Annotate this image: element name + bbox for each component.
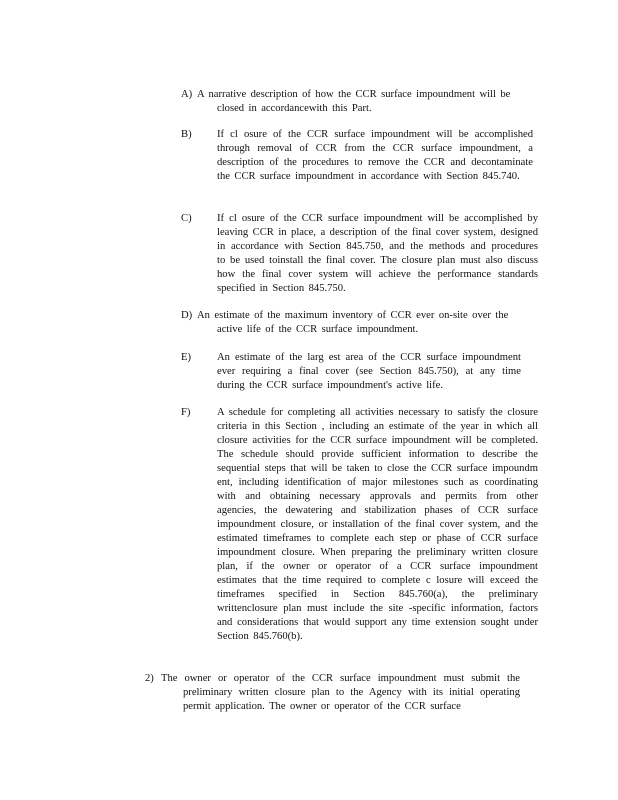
list-item-f [181,406,538,644]
item-text-f: A schedule for completing all activities necessary to satisfy the closure criteria in this Section , including an estimate of the year in which all closure activities for the CCR surface impoundment will be completed. The schedule should provide sufficient information to describe the sequential steps that will be taken to close the CCR surface impoundm ent, including identification of major milestones such as coordinating with and obtaining necessary approvals and permits from other agencies, the dewatering and stabilization phases of CCR surface impoundment closure, or installation of the final cover system, and the estimated timeframes to complete each step or phase of CCR surface impoundment closure. When preparing the preliminary written closure plan, if the owner or operator of a CCR surface impoundment estimates that the time required to complete c losure will exceed the timeframes specified in Section 845.760(a), the preliminary writtenclosure plan must include the site -specific information, factors and considerations that would support any time extension sought under Section 845.760(b). [217,407,538,642]
item-marker-a: A) [181,89,193,100]
item-text-a: A narrative description of how the CCR surface impoundment will be closed in accordancewith this Part. [197,89,511,114]
item-text-c: If cl osure of the CCR surface impoundment will be accomplished by leaving CCR in place, a description of the final cover system, designed in accordance with Section 845.750, and the methods and procedures to be used toinstall the final cover. The closure plan must also discuss how the final cover system will achieve the performance standards specified in Section 845.750. [217,213,538,294]
list-item-c [181,212,538,296]
item-marker-e: E) [181,352,191,363]
item-text-b: If cl osure of the CCR surface impoundment will be accomplished through removal of CCR from the CCR surface impoundment, a description of the procedures to remove the CCR and decontaminate the CCR surface impoundment in accordance with Section 845.740. [217,129,533,182]
item-marker-f: F) [181,407,191,418]
item-text-d: An estimate of the maximum inventory of CCR ever on-site over the active life of the CCR surface impoundment. [197,310,509,335]
item-marker-c: C) [181,213,192,224]
item-text-2: The owner or operator of the CCR surface impoundment must submit the preliminary written closure plan to the Agency with its initial operating permit application. The owner or operator of the CCR surface [161,673,520,712]
item-marker-b: B) [181,129,192,140]
item-text-e: An estimate of the larg est area of the CCR surface impoundment ever requiring a final cover (see Section 845.750), at any time during the CCR surface impoundment's active life. [217,352,521,391]
list-item-d [181,309,516,337]
list-item-e [181,351,521,393]
list-item-2 [145,672,520,714]
item-marker-d: D) [181,310,193,321]
list-item-a [181,88,533,116]
item-marker-2: 2) [145,673,154,684]
list-item-b [181,128,533,184]
